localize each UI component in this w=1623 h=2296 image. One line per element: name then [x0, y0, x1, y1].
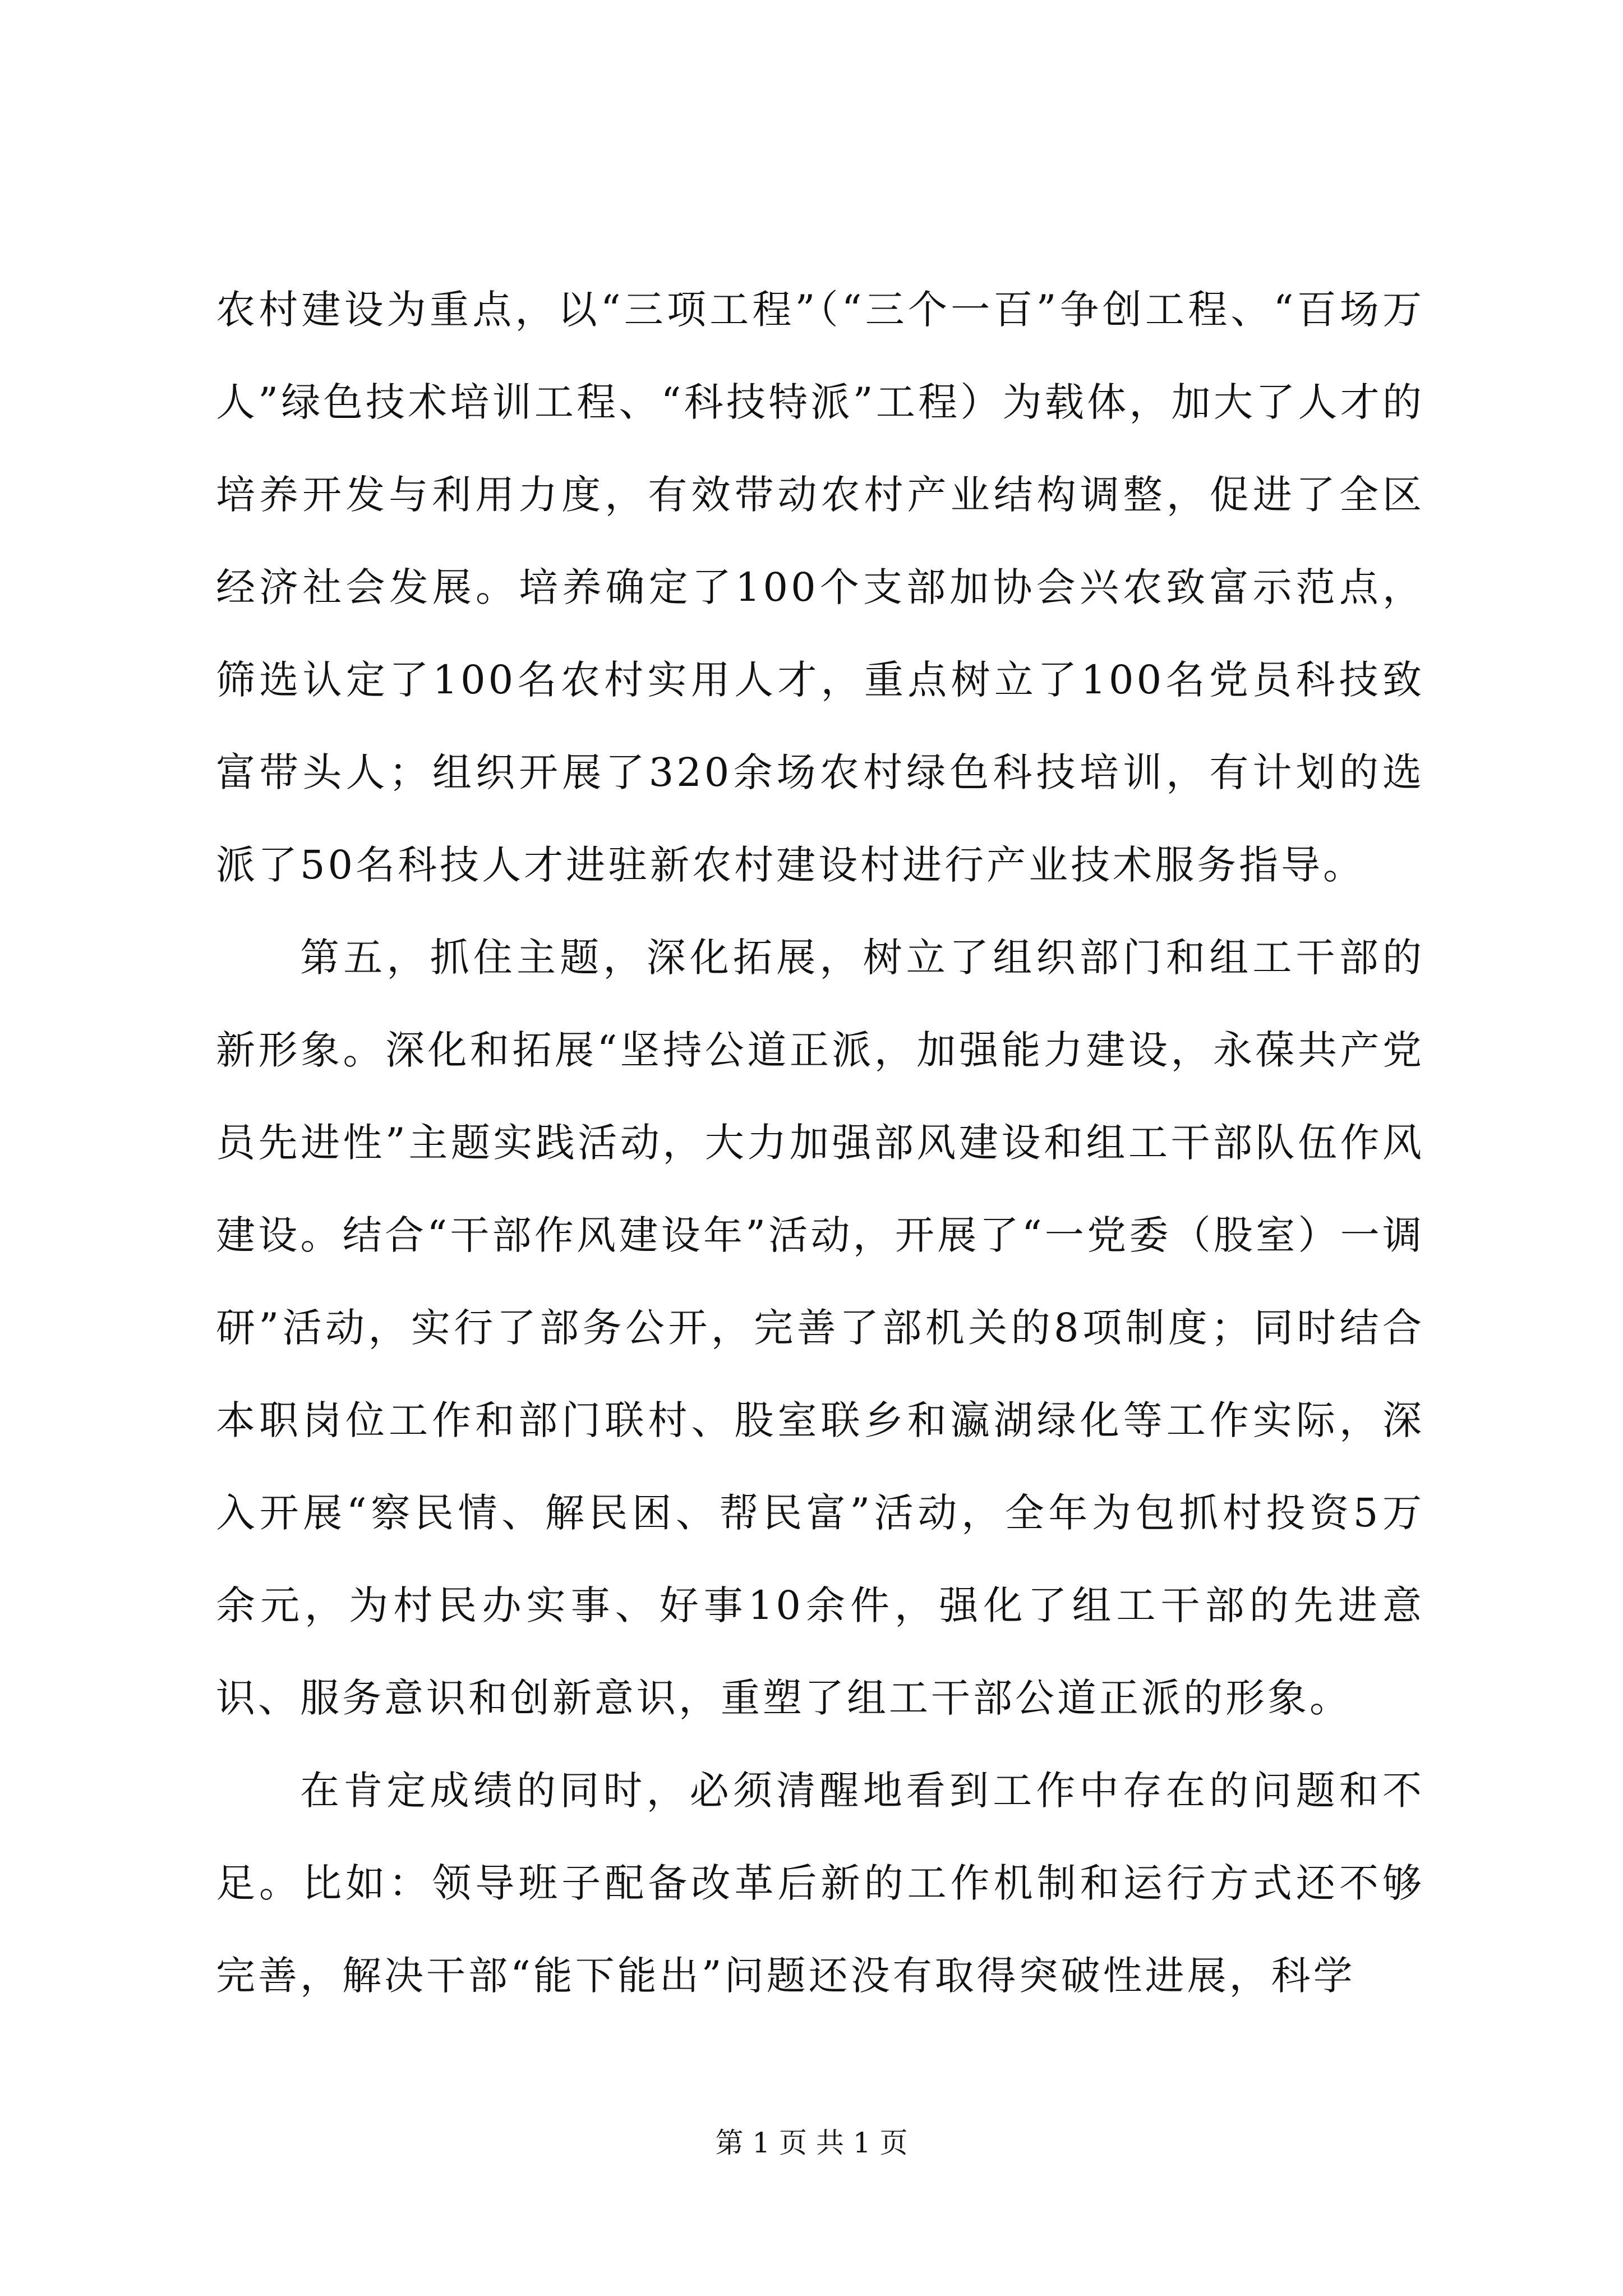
- document-body: [216, 264, 1424, 2022]
- paragraph-3: 在肯定成绩的同时，必须清醒地看到工作中存在的问题和不足。比如：领导班子配备改革后新的工作机制和运行方式还不够完善，解决干部“能下能出”问题还没有取得突破性进展，科学: [216, 1768, 1424, 1999]
- paragraph-2: 第五，抓住主题，深化拓展，树立了组织部门和组工干部的新形象。深化和拓展“坚持公道正派，加强能力建设，永葆共产党员先进性”主题实践活动，大力加强部风建设和组工干部队伍作风建设。结合“干部作风建设年”活动，开展了“一党委（股室）一调研”活动，实行了部务公开，完善了部机关的8项制度；同时结合本职岗位工作和部门联村、股室联乡和瀛湖绿化等工作实际，深入开展“察民情、解民困、帮民富”活动，全年为包抓村投资5万余元，为村民办实事、好事10余件，强化了组工干部的先进意识、服务意识和创新意识，重塑了组工干部公道正派的形象。: [216, 935, 1424, 1721]
- page-footer: 第 1 页 共 1 页: [715, 2127, 908, 2159]
- paragraph-1: 农村建设为重点，以“三项工程”（“三个一百”争创工程、“百场万人”绿色技术培训工程、“科技特派”工程）为载体，加大了人才的培养开发与利用力度，有效带动农村产业结构调整，促进了全区经济社会发展。培养确定了100个支部加协会兴农致富示范点，筛选认定了100名农村实用人才，重点树立了100名党员科技致富带头人；组织开展了320余场农村绿色科技培训，有计划的选派了50名科技人才进驻新农村建设村进行产业技术服务指导。: [216, 287, 1424, 888]
